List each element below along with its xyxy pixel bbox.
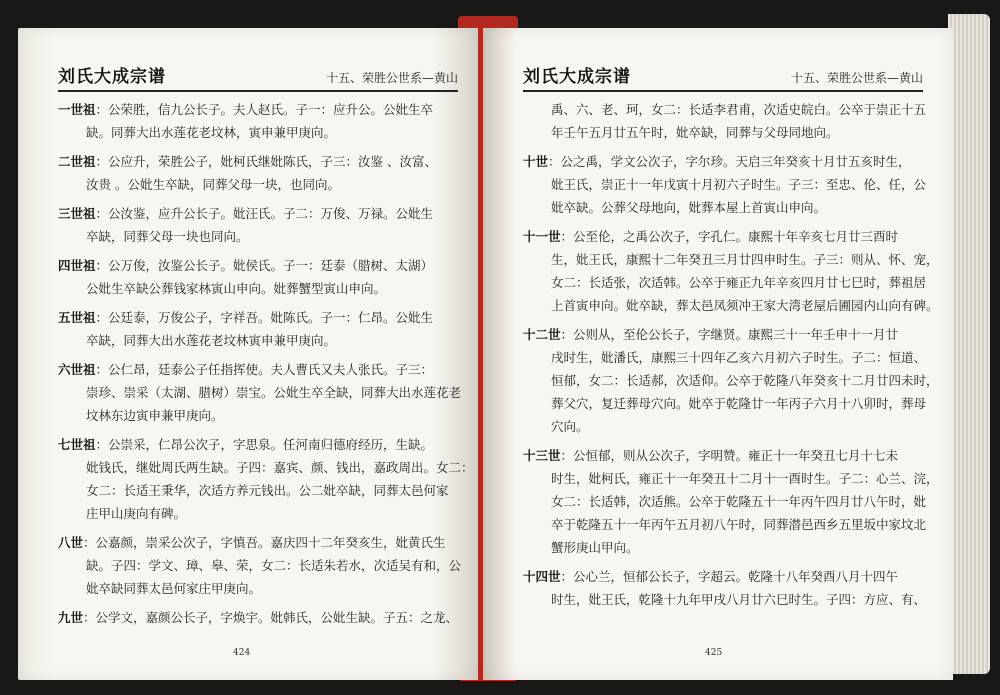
genealogy-entry — [523, 98, 927, 144]
entry-line — [58, 98, 443, 121]
open-book — [18, 10, 990, 680]
entry-text: 妣王氏，崇正十一年戊寅十月初六子时生。子三：至忠、伦、任，公 — [551, 177, 927, 192]
entry-text: 穴向。 — [551, 419, 589, 434]
entry-text: 缺。子四：学文、璋、皋、荣，女二：长适朱若水，次适吴有和，公 — [86, 558, 462, 573]
entry-text: ：公恒郁，则从公次子，字明赞。雍正十一年癸丑七月十七未 — [560, 448, 899, 463]
entry-text: 妣卒缺。公葬父母地向，妣葬本屋上首寅山申向。 — [551, 200, 827, 215]
entry-line — [523, 98, 927, 121]
entry-text: ：公则从，至伦公长子，字继贤。康熙三十一年壬申十一月廿 — [560, 327, 899, 342]
entry-text: 时生，妣王氏，乾隆十九年甲戌八月廿六巳时生。子四：方应、有、 — [551, 592, 927, 607]
entry-line — [523, 121, 923, 144]
right-page-number: 425 — [705, 648, 723, 658]
entry-text: 女二：长适韩，次适熊。公卒于乾隆五十一年丙午四月廿八午时，妣 — [551, 494, 927, 509]
entry-text: 汝贵 。公妣生卒缺，同葬父母一块，也同向。 — [86, 177, 340, 192]
entry-text: ：公万俊，汝鉴公长子。妣侯氏。子一：廷泰（腊树、太湖） — [95, 258, 434, 273]
entry-line — [523, 225, 923, 248]
entry-text: 卒于乾隆五十一年丙午五月初八午时，同葬潜邑西乡五里坂中家坟北 — [551, 517, 927, 532]
entry-line — [58, 121, 443, 144]
generation-label: 四世祖 — [58, 258, 96, 273]
entry-text: ：公应升，荣胜公子，妣柯氏继妣陈氏，子三：汝鉴 、汝富、 — [95, 154, 437, 169]
entry-line — [523, 271, 927, 294]
entry-line — [523, 444, 923, 467]
entry-text: ：公嘉颜，崇采公次子，字慎吾。嘉庆四十二年癸亥生，妣黄氏生 — [83, 535, 446, 550]
genealogy-entry — [523, 323, 939, 438]
generation-label: 九世 — [58, 610, 84, 625]
genealogy-entry — [58, 358, 462, 427]
left-page-header — [58, 58, 458, 92]
entry-line — [523, 150, 923, 173]
right-page-header — [523, 58, 923, 92]
entry-text: 女二：长适王秉华，次适方养元钱出。公二妣卒缺，同葬太邑何家 — [86, 483, 449, 498]
entry-line — [58, 479, 449, 502]
generation-label: 六世祖 — [58, 362, 96, 377]
left-page-number: 424 — [233, 648, 251, 658]
entry-line — [58, 577, 443, 600]
genealogy-entry — [523, 150, 927, 219]
entry-line — [523, 415, 923, 438]
generation-label: 二世祖 — [58, 154, 96, 169]
entry-text: ：公廷泰，万俊公子，字祥吾。妣陈氏。子一：仁昂。公妣生 — [95, 310, 434, 325]
entry-text: 缺。同葬大出水莲花老坟林，寅申兼甲庚向。 — [86, 125, 337, 140]
entry-line — [523, 588, 927, 611]
entry-line — [58, 277, 443, 300]
entry-line — [58, 433, 443, 456]
entry-text: 戌时生，妣潘氏，康熙三十四年乙亥六月初六子时生。子二：恒道、 — [551, 350, 927, 365]
entry-line — [58, 404, 443, 427]
entry-text: 崇珍、崇采（太湖、腊树）崇宝。公妣生卒全缺，同葬大出水莲花老 — [86, 385, 462, 400]
left-section-title: 十五、荣胜公世系—黄山 — [325, 71, 458, 85]
entry-line — [523, 248, 939, 271]
left-page-body — [58, 98, 474, 635]
genealogy-entry — [523, 565, 927, 611]
entry-text: 生，妣王氏，康熙十二年癸丑三月廿四申时生。子三：则从、怀、宠， — [551, 252, 939, 267]
entry-line — [523, 323, 923, 346]
entry-text: ：公学文，嘉颜公长子，字焕宇。妣韩氏，公妣生缺。子五：之龙、 — [83, 610, 459, 625]
right-book-title: 刘氏大成宗谱 — [523, 67, 631, 87]
entry-line — [58, 150, 443, 173]
entry-line — [58, 456, 474, 479]
entry-text: ：公至伦，之禹公次子，字孔仁。康熙十年辛亥七月廿三酉时 — [560, 229, 899, 244]
entry-line — [58, 329, 443, 352]
entry-line — [523, 294, 939, 317]
entry-text: 坟林东边寅申兼甲庚向。 — [86, 408, 224, 423]
generation-label: 一世祖 — [58, 102, 96, 117]
entry-line — [523, 196, 923, 219]
genealogy-entry — [58, 202, 443, 248]
right-section-title: 十五、荣胜公世系—黄山 — [790, 71, 923, 85]
entry-text: 禹、六、老、珂，女二：长适李君甫，次适史皖白。公卒于崇正十五 — [551, 102, 927, 117]
entry-line — [523, 513, 927, 536]
generation-label: 五世祖 — [58, 310, 96, 325]
entry-line — [58, 202, 443, 225]
entry-text: ：公荣胜，信九公长子。夫人赵氏。子一：应升公。公妣生卒 — [95, 102, 434, 117]
entry-line — [523, 467, 939, 490]
entry-text: 卒缺，同葬大出水莲花老坟林寅申兼甲庚向。 — [86, 333, 337, 348]
entry-text: 时生，妣柯氏，雍正十一年癸丑十二月十一酉时生。子二：心兰、浣， — [551, 471, 939, 486]
genealogy-entry — [523, 444, 939, 559]
entry-line — [58, 554, 462, 577]
entry-line — [58, 358, 443, 381]
right-page — [483, 28, 953, 680]
entry-text: ：公崇采，仁昂公次子，字思泉。任河南归德府经历，生缺。 — [95, 437, 434, 452]
page-stack-edge — [948, 14, 990, 674]
entry-text: 妣卒缺同葬太邑何家庄甲庚向。 — [86, 581, 262, 596]
generation-label: 八世 — [58, 535, 84, 550]
entry-line — [523, 173, 927, 196]
entry-line — [58, 173, 443, 196]
entry-line — [523, 536, 923, 559]
generation-label: 十三世 — [523, 448, 561, 463]
entry-line — [523, 490, 927, 513]
generation-label: 十世 — [523, 154, 549, 169]
entry-text: 恒郁，女二：长适郝，次适仰。公卒于乾隆八年癸亥十二月廿四未时， — [551, 373, 939, 388]
entry-text: 妣钱氏，继妣周氏两生缺。子四：嘉宾、颜、钱出，嘉政周出。女二： — [86, 460, 474, 475]
entry-line — [58, 606, 459, 629]
entry-text: ：公心兰，恒郁公长子，字超云。乾隆十八年癸酉八月十四午 — [560, 569, 899, 584]
entry-text: 上首寅申向。妣卒缺，葬太邑凤须冲王家大湾老屋后圃园内山向有碑。 — [551, 298, 939, 313]
entry-line — [523, 369, 939, 392]
genealogy-entry — [58, 98, 443, 144]
genealogy-entry — [523, 225, 939, 317]
generation-label: 十四世 — [523, 569, 561, 584]
entry-line — [58, 254, 443, 277]
left-book-title: 刘氏大成宗谱 — [58, 67, 166, 87]
entry-text: 蟹形庚山甲向。 — [551, 540, 639, 555]
left-page — [18, 28, 478, 680]
entry-text: ：公仁昂，廷泰公子任指挥使。夫人曹氏又夫人张氏。子三： — [95, 362, 434, 377]
entry-line — [58, 531, 446, 554]
entry-text: 庄甲山庚向有碑。 — [86, 506, 187, 521]
generation-label: 七世祖 — [58, 437, 96, 452]
generation-label: 十一世 — [523, 229, 561, 244]
genealogy-entry — [58, 150, 443, 196]
genealogy-entry — [58, 433, 474, 525]
entry-text: 公妣生卒缺公葬钱家林寅山申向。妣葬蟹型寅山申向。 — [86, 281, 387, 296]
entry-line — [58, 225, 443, 248]
entry-line — [58, 381, 462, 404]
entry-text: ：公之禹，学文公次子，字尔珍。天启三年癸亥十月廿五亥时生， — [548, 154, 911, 169]
entry-line — [523, 565, 923, 588]
right-page-body — [523, 98, 939, 617]
genealogy-entry — [58, 531, 462, 600]
generation-label: 三世祖 — [58, 206, 96, 221]
entry-line — [58, 502, 443, 525]
entry-line — [523, 392, 927, 415]
genealogy-entry — [58, 606, 459, 629]
genealogy-entry — [58, 306, 443, 352]
entry-text: 女二：长适张，次适韩。公卒于雍正九年辛亥四月廿七巳时，葬祖居 — [551, 275, 927, 290]
genealogy-entry — [58, 254, 443, 300]
entry-text: 葬父穴，复迁葬母穴向。妣卒于乾隆廿一年丙子六月十八卯时，葬母 — [551, 396, 927, 411]
entry-line — [58, 306, 443, 329]
entry-text: ：公汝鉴，应升公长子。妣汪氏。子二：万俊、万禄。公妣生 — [95, 206, 434, 221]
entry-text: 卒缺，同葬父母一块也同向。 — [86, 229, 249, 244]
generation-label: 十二世 — [523, 327, 561, 342]
entry-text: 年壬午五月廿五午时，妣卒缺，同葬与父母同地向。 — [551, 125, 839, 140]
entry-line — [523, 346, 927, 369]
